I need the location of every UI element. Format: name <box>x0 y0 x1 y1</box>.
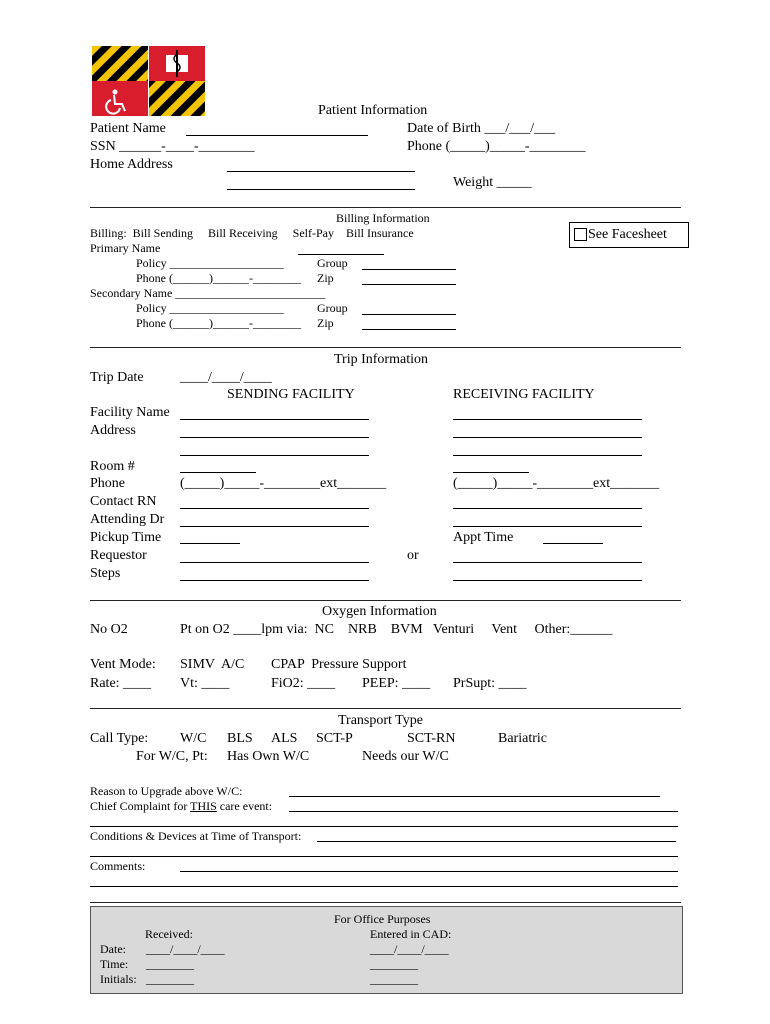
sct-rn-option[interactable]: SCT-RN <box>407 731 456 746</box>
sending-steps-field[interactable] <box>180 580 369 581</box>
sending-facility-name-field[interactable] <box>180 419 369 420</box>
address-label: Address <box>90 423 136 438</box>
receiving-attending-field[interactable] <box>453 526 642 527</box>
home-address-field-2[interactable] <box>227 189 415 190</box>
conditions-label: Conditions & Devices at Time of Transport: <box>90 829 302 843</box>
weight-label[interactable]: Weight _____ <box>453 175 532 190</box>
sending-facility-heading: SENDING FACILITY <box>227 387 355 402</box>
maryland-flag-ems-logo <box>92 46 205 116</box>
reason-upgrade-field[interactable] <box>289 796 660 797</box>
oxygen-section-heading: Oxygen Information <box>322 604 437 619</box>
receiving-address-field-2[interactable] <box>453 455 642 456</box>
policy2-label[interactable]: Policy ___________________ <box>136 301 284 315</box>
chief-complaint-emphasis: THIS <box>190 799 217 813</box>
ssn-label[interactable]: SSN ______-____-________ <box>90 139 255 154</box>
zip1-field[interactable] <box>362 284 456 285</box>
patient-phone-label[interactable]: Phone (_____)_____-________ <box>407 139 586 154</box>
attending-label: Attending Dr <box>90 512 165 527</box>
receiving-phone-field[interactable]: (_____)_____-________ext_______ <box>453 476 660 491</box>
transport-section-heading: Transport Type <box>338 713 423 728</box>
receiving-facility-name-field[interactable] <box>453 419 642 420</box>
policy1-label[interactable]: Policy ___________________ <box>136 256 284 270</box>
trip-phone-label: Phone <box>90 476 125 491</box>
phone1-label[interactable]: Phone (______)______-________ <box>136 271 301 285</box>
received-time-field[interactable]: ________ <box>146 957 194 971</box>
conditions-field-2[interactable] <box>90 856 678 857</box>
simv-ac-option[interactable]: SIMV A/C <box>180 657 245 672</box>
phone2-label[interactable]: Phone (______)______-________ <box>136 316 301 330</box>
appt-time-label: Appt Time <box>453 530 514 545</box>
trip-date-label: Trip Date <box>90 370 144 385</box>
call-type-label: Call Type: <box>90 731 149 746</box>
patient-section-heading: Patient Information <box>318 103 428 118</box>
receiving-address-field-1[interactable] <box>453 437 642 438</box>
or-label: or <box>407 548 419 563</box>
received-date-field[interactable]: ____/____/____ <box>146 942 225 956</box>
see-facesheet-checkbox[interactable] <box>569 222 689 248</box>
trip-date-field[interactable]: ____/____/____ <box>180 370 272 385</box>
chief-complaint-field[interactable] <box>289 811 678 812</box>
comments-field-2[interactable] <box>90 886 678 887</box>
receiving-steps-field[interactable] <box>453 580 642 581</box>
sending-attending-field[interactable] <box>180 526 369 527</box>
office-initials-label: Initials: <box>100 972 137 986</box>
pt-on-o2-options[interactable]: Pt on O2 ____lpm via: NC NRB BVM Venturi Vent Other:______ <box>180 622 613 637</box>
group2-field[interactable] <box>362 314 456 315</box>
trip-section-heading: Trip Information <box>334 352 428 367</box>
sct-p-option[interactable]: SCT-P <box>316 731 353 746</box>
cad-initials-field[interactable]: ________ <box>370 972 418 986</box>
sending-room-field[interactable] <box>180 472 256 473</box>
for-wc-label: For W/C, Pt: <box>136 749 208 764</box>
primary-name-field[interactable] <box>298 254 384 255</box>
vent-mode-label: Vent Mode: <box>90 657 156 672</box>
chief-complaint-label: Chief Complaint for THIS care event: <box>90 799 273 813</box>
received-label: Received: <box>145 927 193 941</box>
divider <box>90 600 681 601</box>
home-address-field-1[interactable] <box>227 171 415 172</box>
room-label: Room # <box>90 459 135 474</box>
zip2-field[interactable] <box>362 329 456 330</box>
office-time-label: Time: <box>100 957 129 971</box>
requestor-label: Requestor <box>90 548 147 563</box>
needs-our-wc-option[interactable]: Needs our W/C <box>362 749 449 764</box>
divider <box>90 708 681 709</box>
billing-options[interactable]: Billing: Bill Sending Bill Receiving Self-Pay Bill Insurance <box>90 226 414 240</box>
no-o2-option[interactable]: No O2 <box>90 622 128 637</box>
zip2-label: Zip <box>317 316 334 330</box>
billing-section-heading: Billing Information <box>336 211 430 225</box>
sending-phone-field[interactable]: (_____)_____-________ext_______ <box>180 476 387 491</box>
divider <box>90 207 681 208</box>
receiving-contact-rn-field[interactable] <box>453 508 642 509</box>
vt-field[interactable]: Vt: ____ <box>180 676 230 691</box>
wc-option[interactable]: W/C <box>180 731 207 746</box>
receiving-requestor-field[interactable] <box>453 562 642 563</box>
has-own-wc-option[interactable]: Has Own W/C <box>227 749 310 764</box>
see-facesheet-label: See Facesheet <box>588 227 667 242</box>
bariatric-option[interactable]: Bariatric <box>498 731 547 746</box>
group1-field[interactable] <box>362 269 456 270</box>
entered-cad-label: Entered in CAD: <box>370 927 452 941</box>
received-initials-field[interactable]: ________ <box>146 972 194 986</box>
conditions-field[interactable] <box>317 841 676 842</box>
home-address-label: Home Address <box>90 157 173 172</box>
pickup-time-label: Pickup Time <box>90 530 162 545</box>
steps-label: Steps <box>90 566 121 581</box>
als-option[interactable]: ALS <box>271 731 298 746</box>
sending-address-field-1[interactable] <box>180 437 369 438</box>
receiving-facility-heading: RECEIVING FACILITY <box>453 387 595 402</box>
sending-requestor-field[interactable] <box>180 562 369 563</box>
sending-address-field-2[interactable] <box>180 455 369 456</box>
contact-rn-label: Contact RN <box>90 494 157 509</box>
office-date-label: Date: <box>100 942 126 956</box>
receiving-room-field[interactable] <box>453 472 529 473</box>
sending-contact-rn-field[interactable] <box>180 508 369 509</box>
cad-time-field[interactable]: ________ <box>370 957 418 971</box>
secondary-name-label[interactable]: Secondary Name _________________________ <box>90 286 326 300</box>
reason-upgrade-label: Reason to Upgrade above W/C: <box>90 784 243 798</box>
appt-time-field[interactable] <box>543 543 603 544</box>
cad-date-field[interactable]: ____/____/____ <box>370 942 449 956</box>
bls-option[interactable]: BLS <box>227 731 253 746</box>
rate-field[interactable]: Rate: ____ <box>90 676 152 691</box>
divider <box>90 902 681 903</box>
divider <box>90 347 681 348</box>
patient-name-label: Patient Name <box>90 121 166 136</box>
group1-label: Group <box>317 256 348 270</box>
primary-name-label: Primary Name <box>90 241 161 255</box>
dob-label[interactable]: Date of Birth ___/___/___ <box>407 121 556 136</box>
pickup-time-field[interactable] <box>180 543 240 544</box>
fio2-field[interactable]: FiO2: ____ <box>271 676 336 691</box>
group2-label: Group <box>317 301 348 315</box>
facility-name-label: Facility Name <box>90 405 170 420</box>
peep-field[interactable]: PEEP: ____ <box>362 676 431 691</box>
zip1-label: Zip <box>317 271 334 285</box>
patient-name-field[interactable] <box>186 135 368 136</box>
comments-label: Comments: <box>90 859 146 873</box>
prsupt-field[interactable]: PrSupt: ____ <box>453 676 527 691</box>
cpap-option[interactable]: CPAP Pressure Support <box>271 657 407 672</box>
chief-complaint-field-2[interactable] <box>90 826 678 827</box>
comments-field[interactable] <box>180 871 678 872</box>
office-heading: For Office Purposes <box>334 912 431 926</box>
checkbox-icon[interactable] <box>574 228 587 241</box>
